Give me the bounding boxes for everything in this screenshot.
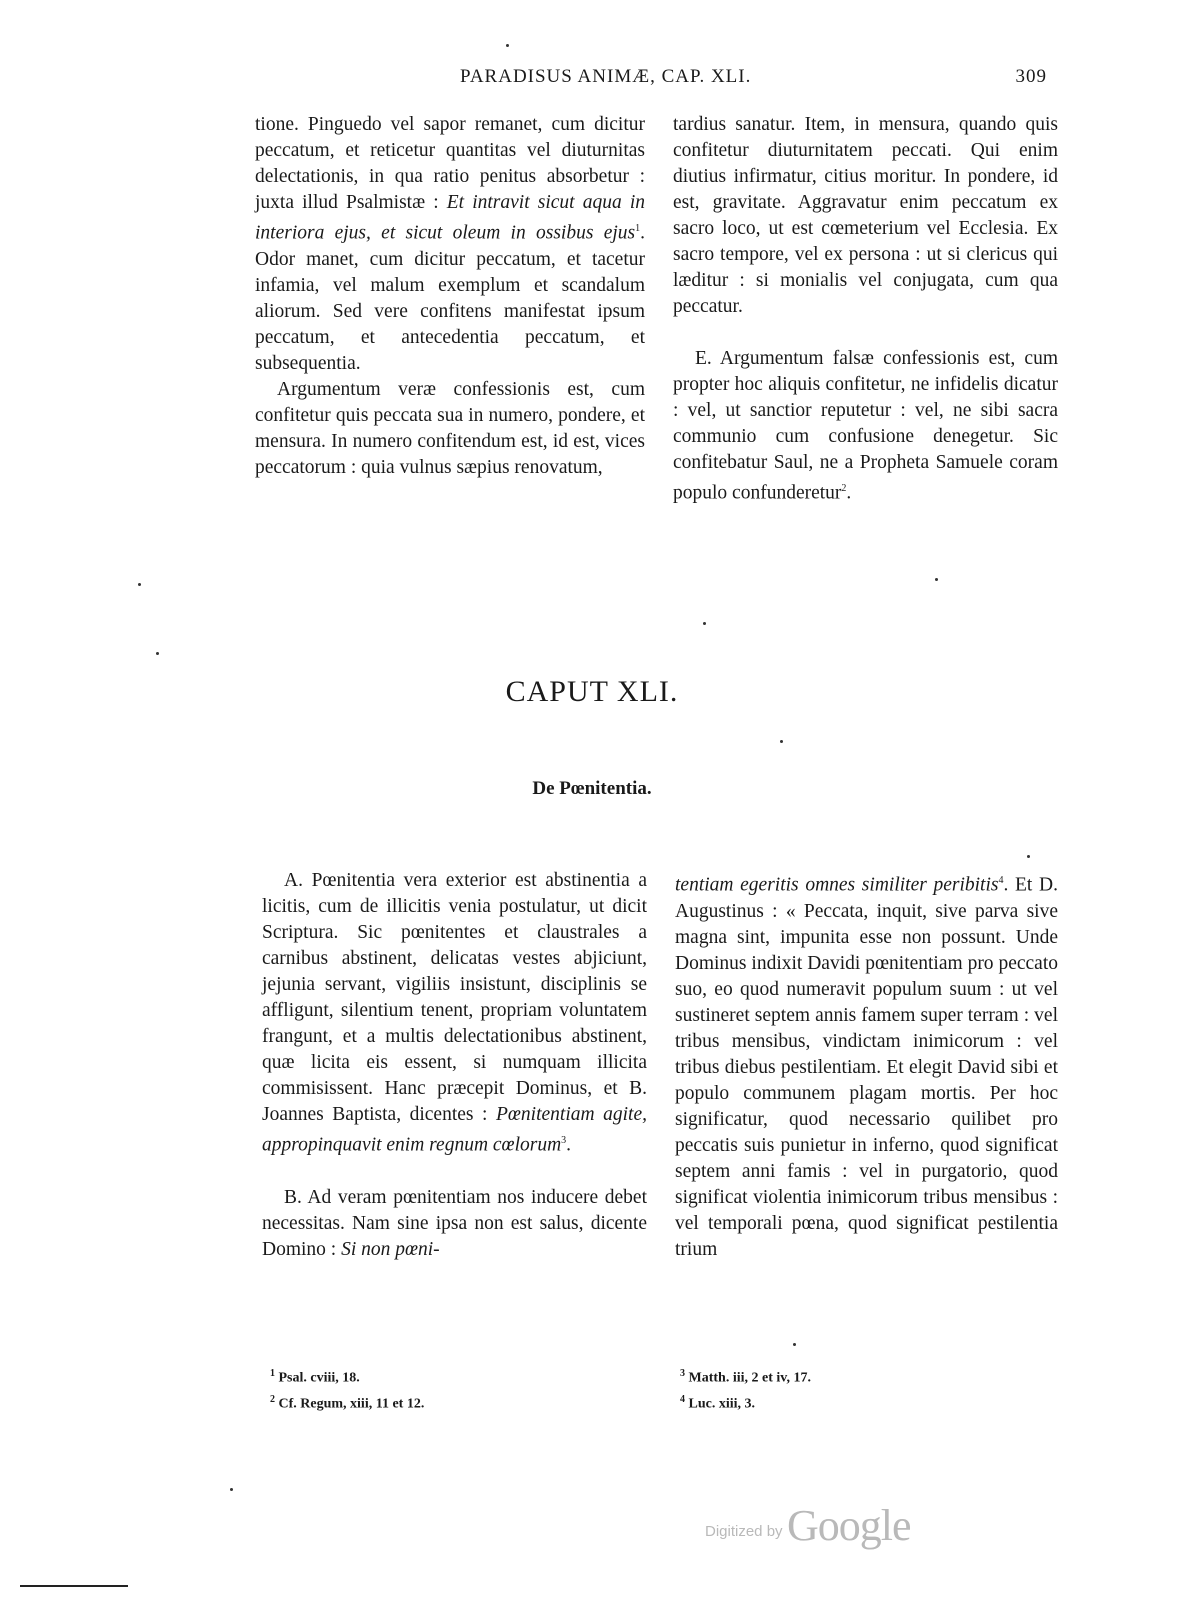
footnote-ref: 3 bbox=[561, 1135, 567, 1146]
footnotes-left bbox=[270, 1363, 424, 1414]
paragraph: tardius sanatur. Item, in mensura, quando quis confitetur diuturnitatem peccati. Qui enim diutius infirmatur, citius moritur. In pondere, id est, gravitate. Aggravatur enim peccatum ex sacro loco, ut est cœmeterium vel Ecclesia. Ex sacro tempore, vel ex persona : ut si clericus qui læditur : si monialis vel conjugata, cum qua peccatur. bbox=[673, 114, 1058, 317]
text-run: tione. Pinguedo vel sapor remanet, cum dicitur peccatum, et reticetur quantitas vel diuturnitas delectationis, in qua ratio penitus absorbetur : juxta illud Psalmistæ : bbox=[255, 114, 645, 213]
footnote-mark: 3 bbox=[680, 1368, 685, 1379]
paragraph bbox=[262, 1185, 647, 1263]
text-run: . Et D. Augustinus : « Peccata, inquit, sive parva sive magna sint, impunita esse non possunt. Unde Dominus indixit Davidi pœnitentiam pro peccato suo, eo quod numeravit populum suum : ut vel sustineret septem annis famem super terram : vel tribus mensibus, vindictam inimicorum : vel tribus diebus pestilentiam. Et elegit David sibi et populo communem plagam mortis. Per hoc significatur, quod necessario quilibet pro peccatis suis punietur in inferno, quod significat septem anni famis : vel in purgatorio, quod significat violentia inimicorum tribus mensibus : vel temporali pœna, quod significat pestilentia trium bbox=[675, 874, 1058, 1260]
running-head bbox=[255, 66, 1055, 94]
scan-speck bbox=[230, 1488, 233, 1491]
text-run: A. Pœnitentia vera exterior est abstinentia a licitis, cum de illicitis venia postulatur, ut dicit Scriptura. Sic pœnitentes et claustrales a carnibus abstinent, delicatas vestes abjiciunt, jejunia servant, vigiliis insistunt, disciplinis se affligunt, silentium tenent, propriam voluntatem frangunt, et a multis delectationibus abstinent, quæ licita eis essent, si numquam illicita commisissent. Hanc præcepit Dominus, et B. Joannes Baptista, dicentes : bbox=[262, 870, 647, 1125]
paragraph bbox=[255, 112, 645, 377]
text-column-bottom-right bbox=[675, 868, 1058, 1263]
footnote-mark: 4 bbox=[680, 1393, 685, 1405]
text-run: B. Ad veram pœnitentiam nos inducere debet necessitas. Nam sine ipsa non est salus, dicente Domino : bbox=[262, 1186, 647, 1260]
scripture-quote: Et intravit sicut aqua in interiora ejus, et sicut oleum in ossibus ejus bbox=[255, 192, 645, 244]
footnote-ref: 1 bbox=[635, 223, 641, 234]
footnote-text: Cf. Regum, xiii, 11 et 12. bbox=[278, 1396, 425, 1412]
scan-speck bbox=[138, 583, 141, 586]
footnotes-right bbox=[680, 1363, 811, 1414]
chapter-subtitle: De Pœnitentia. bbox=[532, 778, 652, 799]
scan-speck bbox=[935, 578, 938, 581]
text-column-top-right bbox=[673, 112, 1058, 507]
scan-speck bbox=[703, 622, 706, 625]
text-run: . bbox=[846, 482, 852, 504]
footnote-ref: 4 bbox=[998, 875, 1004, 886]
footnote bbox=[270, 1389, 424, 1415]
scan-speck bbox=[780, 740, 783, 743]
footnote bbox=[680, 1389, 811, 1415]
digitized-watermark bbox=[705, 1500, 911, 1551]
text-column-bottom-left bbox=[262, 868, 647, 1263]
paragraph bbox=[673, 346, 1058, 507]
scan-speck bbox=[1027, 855, 1030, 858]
footnote-text: Psal. cviii, 18. bbox=[278, 1370, 360, 1386]
footnote bbox=[680, 1363, 811, 1389]
footnote-text: Matth. iii, 2 et iv, 17. bbox=[688, 1370, 811, 1386]
watermark-prefix: Digitized by bbox=[705, 1523, 783, 1540]
footnote-ref: 2 bbox=[841, 483, 847, 494]
text-run: . bbox=[566, 1134, 572, 1156]
paragraph bbox=[262, 868, 647, 1159]
footnote-text: Luc. xiii, 3. bbox=[688, 1396, 756, 1412]
scan-speck bbox=[506, 44, 509, 47]
footnote bbox=[270, 1363, 424, 1389]
scripture-quote: Pœnitentiam agite, appropinquavit enim regnum cœlorum bbox=[262, 1104, 648, 1156]
paragraph: Argumentum veræ confessionis est, cum confitetur quis peccata sua in numero, pondere, et mensura. In numero confitendum est, id est, vices peccatorum : quia vulnus sæpius renovatum, bbox=[255, 378, 645, 478]
google-logo: Google bbox=[787, 1501, 911, 1550]
scan-speck bbox=[156, 652, 159, 655]
footnote-mark: 1 bbox=[270, 1368, 275, 1379]
scripture-quote: Si non pœni- bbox=[341, 1238, 440, 1260]
scan-speck bbox=[793, 1343, 796, 1346]
scan-edge-rule bbox=[20, 1585, 128, 1587]
text-run: . Odor manet, cum dicitur peccatum, et tacetur infamia, vel malum exemplum et scandalum aliorum. Sed vere confitens manifestat ipsum peccatum, et antecedentia peccatum, et subsequentia. bbox=[255, 222, 645, 374]
running-title: PARADISUS ANIMÆ, CAP. XLI. bbox=[460, 66, 752, 87]
paragraph bbox=[675, 868, 1058, 1263]
text-run: E. Argumentum falsæ confessionis est, cum propter hoc aliquis confitetur, ne infidelis dicatur : vel, ut sanctior reputetur : vel, ne sibi sacra communio cum confusione denegetur. Sic confitebatur Saul, ne a Propheta Samuele coram populo confunderetur bbox=[673, 348, 1058, 504]
footnote-mark: 2 bbox=[270, 1393, 275, 1405]
text-column-top-left bbox=[255, 112, 645, 481]
scripture-quote: tentiam egeritis omnes similiter peribitis bbox=[675, 874, 999, 896]
page-number: 309 bbox=[1015, 66, 1047, 87]
chapter-title: CAPUT XLI. bbox=[505, 675, 679, 708]
